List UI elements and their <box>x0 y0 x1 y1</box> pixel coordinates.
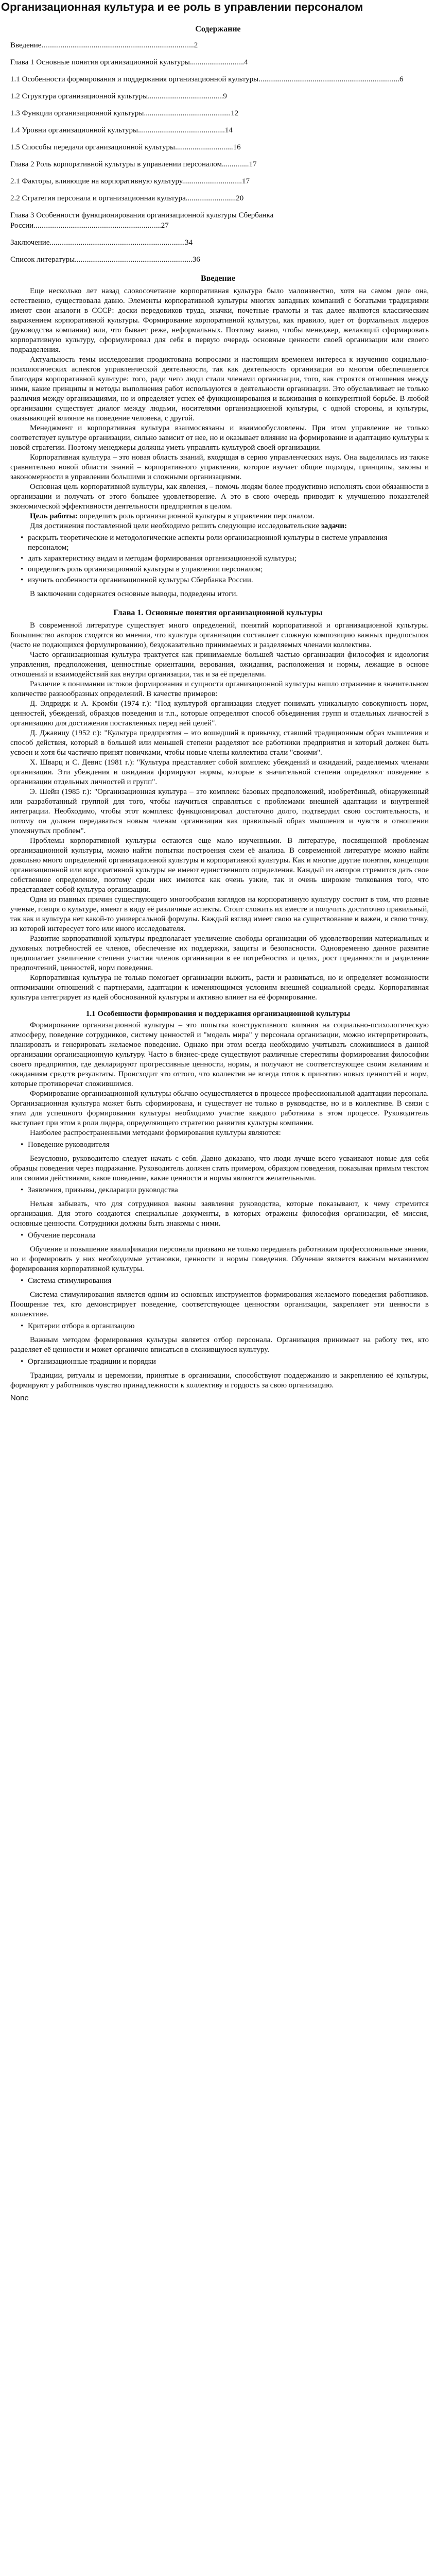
chapter1-paragraph: Проблемы корпоративной культуры остаются еще мало изученными. В литературе, посвященной проблемам организационной культуры, можно найти попытки построения схем её анализа. В современной литературе можно найти довольно много определений организационной культуры и корпоративной культуры. Как и многие другие понятия, концепции организационной или корпоративной культуры не имеют единственного определения. Каждый из авторов стремится дать свое собственное определение, поэтому среди них имеются как очень узкие, так и очень широкие толкования того, что представляет собой культура организации. <box>10 837 429 894</box>
document-title: Организационная культура и ее роль в управлении персоналом <box>1 1 363 13</box>
toc-item[interactable]: 1.5 Способы передачи организационной культуры..............................16 <box>10 143 241 151</box>
chapter1-paragraph: Одна из главных причин существующего многообразия взглядов на корпоративную культуру состоит в том, что разные ученые, говоря о культуре, имеют в виду её различные аспекты. Стоит сложить их вместе и получить достаточно правильный, так как и культура нет какой-то универсальной формулы. Каждый взгляд имеет свою на существование и важен, и свою точку, из которой интересует того или иного исследователя. <box>10 895 429 933</box>
list-item: • Система стимулирования <box>28 1276 429 1286</box>
section11-paragraph: Формирование организационной культуры обычно осуществляется в процессе профессиональной адаптации персонала. Организационная культура может быть сформирована, и существует не только в руководстве, но и в коллективе. В связи с этим для успешного формирования культуры необходимо участие каждого работника в этом процессе. Руководитель выступает при этом в роли лидера, определяющего стратегию развития культуры компании. <box>10 1090 429 1127</box>
intro-paragraph: Корпоративная культура – это новая область знаний, входящая в серию управленческих наук. Она выделилась из также сравнительно новой области знаний – корпоративного управления, которое изучает общие подходы, принципы, законы и закономерности в управлении большими и сложными организациями. <box>10 453 429 481</box>
method-list <box>10 1231 429 1241</box>
toc-item[interactable]: Введение...............................................................................2 <box>10 41 198 49</box>
chapter1-heading: Глава 1. Основные понятия организационной культуры <box>113 608 323 617</box>
list-item: • раскрыть теоретические и методологические аспекты роли организационной культуры в системе управления персоналом; <box>28 533 429 553</box>
chapter1-paragraph: Э. Шейн (1985 г.): "Организационная культура – это комплекс базовых предположений, изобретённый, обнаруженный или разработанный группой для того, чтобы научиться справляться с проблемами внешней адаптации и внутренней интеграции. Необходимо, чтобы этот комплекс функционировал достаточно долго, подтвердил свою состоятельность, и потому он должен передаваться новым членам организации как правильный образ мышления и чувств в отношении упомянутых проблем". <box>10 788 429 835</box>
tasks-intro <box>10 521 429 531</box>
toc-item[interactable]: Заключение......................................................................34 <box>10 239 193 247</box>
method-paragraph: Нельзя забывать, что для сотрудников важны заявления руководства, которые показывают, к чему стремится организация. Для этого создаются специальные документы, в которых отражены философия организации, её миссия, основные ценности. Сотрудники должны быть знакомы с ними. <box>10 1200 429 1228</box>
table-of-contents <box>0 40 436 265</box>
method-paragraph: Важным методом формирования культуры является отбор персонала. Организация принимает на работу тех, кто разделяет её ценности и может органично вписаться в сложившуюся культуру. <box>10 1336 429 1354</box>
toc-item[interactable]: Глава 2 Роль корпоративной культуры в управлении персоналом..............17 <box>10 160 257 168</box>
chapter1-paragraph: Х. Шварц и С. Девис (1981 г.): "Культура представляет собой комплекс убеждений и ожиданий, разделяемых членами организации. Эти убеждения и ожидания формируют нормы, которые в значительной степени определяют поведение в организации отдельных личностей и групп". <box>10 758 429 786</box>
toc-item[interactable]: 1.2 Структура организационной культуры.......................................9 <box>10 92 227 100</box>
chapter1-paragraph: Развитие корпоративной культуры предполагает увеличение свободы организации об удовлетворении материальных и духовных потребностей ее членов, обеспечение их поддержки, защиты и безопасности. Одновременно данное развитие предполагает увеличение степени участия членов организации в ее потребностях и целях, рост преданности и разделение предпочтений, ценностей, норм поведения. <box>10 935 429 972</box>
chapter1-paragraph: Д. Джавицу (1952 г.): "Культура предприятия – это вошедший в привычку, ставший традиционным образ мышления и способ действия, который в большей или меньшей степени разделяют все работники предприятия и который должен быть усвоен и хотя бы частично принят новичками, чтобы новые члены коллектива стали "своими". <box>10 729 429 757</box>
tasks-intro-text: Для достижения поставленной цели необходимо решить следующие исследовательские <box>30 522 320 530</box>
toc-heading: Содержание <box>195 25 241 33</box>
toc-item[interactable]: Глава 1 Основные понятия организационной культуры............................4 <box>10 58 248 66</box>
trailing-text: None <box>10 1394 29 1402</box>
method-paragraph: Система стимулирования является одним из основных инструментов формирования желаемого поведения работников. Поощрение тех, кто демонстрирует поведение, соответствующее ценностям организации, закрепляет эти ценности в коллективе. <box>10 1291 429 1318</box>
chapter1-paragraph: Д. Элдридж и А. Кромби (1974 г.): "Под культурой организации следует понимать уникальную совокупность норм, ценностей, убеждений, образцов поведения и т.п., которые определяют способ объединения групп и отдельных личностей в организацию для достижения поставленных перед ней целей". <box>10 700 429 727</box>
section11-section <box>0 1021 436 1402</box>
tasks-list <box>10 533 429 585</box>
chapter1-paragraph: Корпоративная культура не только помогает организации выжить, расти и развиваться, но и определяет возможности оптимизации отношений с партнерами, адаптации к изменяющимся условиям внешней социальной среды. Корпоративная культура интегрирует из идей обоснованной культуры и активно влияет на её формирование. <box>10 974 429 1002</box>
toc-item[interactable]: Глава 3 Особенности функционирования организационной культуры Сбербанка России..................................................................27 <box>10 211 274 230</box>
list-item: • Поведение руководителя <box>28 1140 429 1150</box>
list-item: • Обучение персонала <box>28 1231 429 1241</box>
chapter1-paragraph: В современной литературе существует много определений, понятий корпоративной и организационной культуры. Большинство авторов сходятся во мнении, что культура организации составляет сложную композицию важных предпосылок (часто не подающихся формулированию), бездоказательно принимаемых и разделяемых членами коллектива. <box>10 621 429 649</box>
intro-paragraph: Еще несколько лет назад словосочетание корпоративная культура было малоизвестно, хотя на самом деле она, естественно, существовала давно. Элементы корпоративной культуры многих западных компаний с богатыми традициями имеют свои аналоги в СССР: доски передовиков труда, значки, почетные грамоты и так далее являются классическим выражением корпоративной культуры. Формирование корпоративной культуры, как правило, идет от формальных лидеров (руководства компании) или, что бывает реже, неформальных. Поэтому важно, чтобы менеджер, желающий сформировать корпоративную культуру, сформулировал для себя в первую очередь основные ценности своей организации или своего подразделения. <box>10 287 429 354</box>
toc-item[interactable]: 2.1 Факторы, влияющие на корпоративную культуру...............................17 <box>10 177 250 185</box>
chapter1-paragraph: Часто организационная культура трактуется как принимаемые большей частью организации философия и идеология управления, предположения, ценностные ориентации, верования, ожидания, расположения и нормы, лежащие в основе отношений и взаимодействий как внутри организации, так и за её пределами. <box>10 651 429 679</box>
list-item: • изучить особенности организационной культуры Сбербанка России. <box>28 575 429 585</box>
list-item: • определить роль организационной культуры в управлении персоналом; <box>28 565 429 574</box>
intro-section <box>0 286 436 599</box>
section11-heading: 1.1 Особенности формирования и поддержания организационной культуры <box>85 1010 351 1018</box>
list-item: • Критерии отбора в организацию <box>28 1321 429 1331</box>
intro-closing: В заключении содержатся основные выводы, подведены итоги. <box>30 590 238 598</box>
toc-item[interactable]: 2.2 Стратегия персонала и организационная культура..........................20 <box>10 194 244 202</box>
list-item: • дать характеристику видам и методам формирования организационной культуры; <box>28 554 429 564</box>
section11-paragraph: Формирование организационной культуры – это попытка конструктивного влияния на социально-психологическую атмосферу, поведение сотрудников, систему ценностей и "модель мира" у персонала организации, можно интерпретировать, планировать и генерировать желаемое поведение. Однако при этом всегда необходимо учитывать сложившиеся в данной организации организационную культуру. Часто в бизнес-среде существуют различные стереотипы формирования философии своего предприятия, где декларируют прогрессивные ценности, нормы, и получают не соответствующее своим желаниям и ожиданиям средств результаты. Происходит это оттого, что коллектив не всегда готов к принятию новых ценностей и норм, которые противоречат сложившимся. <box>10 1021 429 1088</box>
intro-paragraph: Основная цель корпоративной культуры, как явления, – помочь людям более продуктивно исполнять свои обязанности в организации и получать от этого большее удовлетворение. А это в свою очередь приводит к улучшению показателей экономической эффективности деятельности предприятия в целом. <box>10 483 429 511</box>
toc-item[interactable]: Список литературы.............................................................36 <box>10 256 200 264</box>
method-list <box>10 1276 429 1286</box>
method-paragraph: Безусловно, руководителю следует начать с себя. Давно доказано, что люди лучше всего усваивают новые для себя образцы поведения через подражание. Руководитель должен стать примером, образцом поведения, показывая прямым текстом или своими действиями, какое поведение, какие ценности и нормы являются желательными. <box>10 1155 429 1182</box>
toc-item[interactable]: 1.3 Функции организационной культуры.............................................12 <box>10 109 239 117</box>
section11-paragraph: Наиболее распространенными методами формирования культуры являются: <box>30 1129 281 1137</box>
toc-item[interactable]: 1.1 Особенности формирования и поддержания организационной культуры.........................................................................6 <box>10 75 404 83</box>
list-item: • Заявления, призывы, декларации руководства <box>28 1185 429 1195</box>
chapter1-section <box>0 621 436 1003</box>
method-paragraph: Обучение и повышение квалификации персонала призвано не только передавать работникам профессиональные знания, но и формировать у них необходимые установки, ценности и нормы поведения. Обучение является важным механизмом формирования корпоративной культуры. <box>10 1245 429 1273</box>
goal-paragraph <box>10 512 429 521</box>
method-list <box>10 1140 429 1150</box>
intro-paragraph: Актуальность темы исследования продиктована вопросами и настоящим временем интереса к изучению социально-психологических аспектов управленческой деятельности, так как деятельность организации во многом обеспечивается благодаря корпоративной культуре: того, ради чего люди стали членами организации, того, как строятся отношения между ними, какие принципы и методы выполнения работ используются в деятельности организации. Это обуславливает не только различия между организациями, но и определяет успех её функционирования и выживания в конкурентной борьбе. В любой организации существует диалог между людьми, носителями организационной культуры, с одной стороны, и культуры, оказывающей влияние на поведение человека, с другой. <box>10 355 429 422</box>
list-item: • Организационные традиции и порядки <box>28 1357 429 1367</box>
intro-heading: Введение <box>201 274 235 283</box>
method-paragraph: Традиции, ритуалы и церемонии, принятые в организации, способствуют поддержанию и закреплению её культуры, формируют у работников чувство принадлежности к коллективу и гордость за свою организацию. <box>10 1371 429 1389</box>
goal-label: Цель работы: <box>30 512 78 520</box>
intro-paragraph: Менеджмент и корпоративная культура взаимосвязаны и взаимообусловлены. При этом управление не только соответствует культуре организации, сильно зависит от нее, но и оказывает влияние на формирование и адаптацию культуры к новой стратегии. Поэтому менеджеры должны уметь управлять культурой своей организации. <box>10 424 429 452</box>
chapter1-paragraph: Различие в понимании истоков формирования и сущности организационной культуры нашло отражение в значительном количестве разнообразных определений. В качестве примеров: <box>10 680 429 698</box>
tasks-label: задачи: <box>321 522 347 530</box>
method-list <box>10 1357 429 1367</box>
toc-item[interactable]: 1.4 Уровни организационной культуры.............................................14 <box>10 126 233 134</box>
method-list <box>10 1185 429 1195</box>
method-list <box>10 1321 429 1331</box>
goal-text: определить роль организационной культуры в управлении персоналом. <box>79 512 315 520</box>
